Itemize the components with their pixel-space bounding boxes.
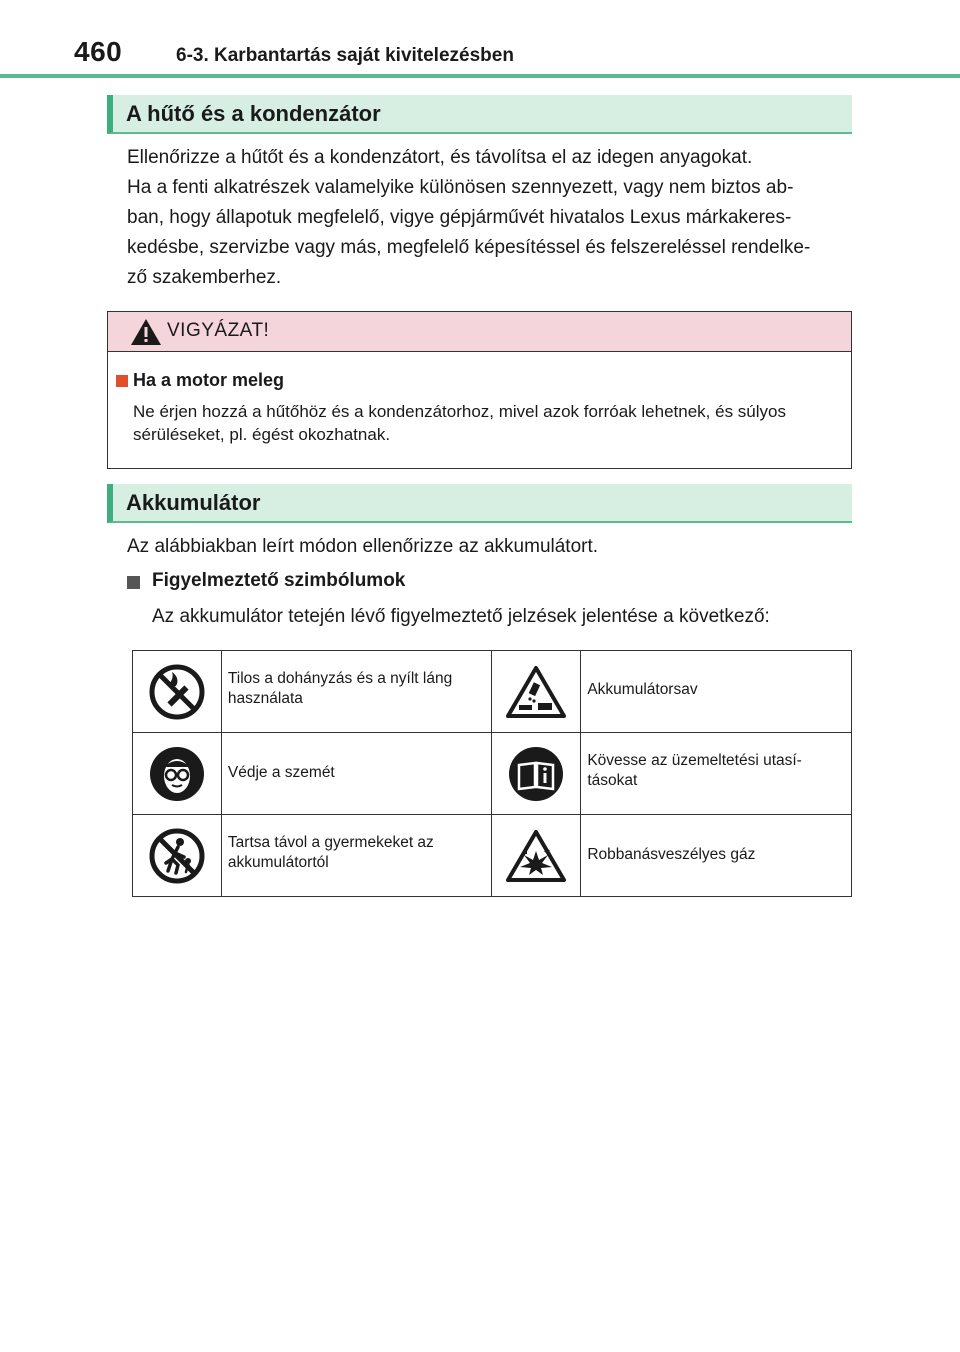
section-path: 6-3. Karbantartás saját kivitelezésben xyxy=(176,45,514,66)
radiator-section-heading xyxy=(107,95,852,134)
table-row xyxy=(133,651,852,733)
symbols-table xyxy=(132,650,852,897)
symbol-label-line: Tilos a dohányzás és a nyílt láng xyxy=(227,670,453,687)
symbol-label-line: akkumulátortól xyxy=(227,854,329,871)
symbol-icon-cell xyxy=(492,651,581,733)
symbol-label-line: Akkumulátorsav xyxy=(587,681,698,698)
symbol-label xyxy=(221,733,492,815)
keep-children-away-icon xyxy=(148,827,206,885)
table-row xyxy=(133,815,852,897)
page-header xyxy=(0,0,960,80)
explosive-gas-icon xyxy=(505,829,567,883)
symbol-label-line: Védje a szemét xyxy=(227,764,335,781)
warning-triangle-icon xyxy=(130,318,162,346)
no-smoking-no-flame-icon xyxy=(148,663,206,721)
symbol-icon-cell xyxy=(133,815,222,897)
radiator-line: ban, hogy állapotuk megfelelő, vigye gépjárművét hivatalos Lexus márkakeres- xyxy=(127,207,792,228)
symbol-icon-cell xyxy=(133,733,222,815)
square-bullet-icon xyxy=(127,576,140,589)
battery-intro-line: Az alábbiakban leírt módon ellenőrizze az akkumulátort. xyxy=(127,536,599,557)
caution-header xyxy=(108,312,851,352)
caution-bullet-icon xyxy=(116,375,128,387)
radiator-line: Ha a fenti alkatrészek valamelyike különösen szennyezett, vagy nem biztos ab- xyxy=(127,177,794,198)
caution-line: Ne érjen hozzá a hűtőhöz és a kondenzátorhoz, mivel azok forróak lehetnek, és súlyos xyxy=(133,402,786,421)
caution-text xyxy=(133,400,843,446)
battery-section-title: Akkumulátor xyxy=(126,490,261,515)
symbol-label xyxy=(221,651,492,733)
eye-protection-icon xyxy=(148,745,206,803)
radiator-section-title: A hűtő és a kondenzátor xyxy=(126,101,381,126)
caution-title: VIGYÁZAT! xyxy=(167,320,270,341)
symbol-label-line: használata xyxy=(227,690,303,707)
symbol-label-line: tásokat xyxy=(587,772,638,789)
radiator-body-text xyxy=(127,143,847,293)
symbol-label xyxy=(221,815,492,897)
symbol-label xyxy=(581,651,852,733)
symbol-label xyxy=(581,815,852,897)
symbol-label-line: Kövesse az üzemeltetési utasí- xyxy=(587,752,802,769)
symbol-icon-cell xyxy=(133,651,222,733)
caution-line: sérüléseket, pl. égést okozhatnak. xyxy=(133,425,391,444)
radiator-line: kedésbe, szervizbe vagy más, megfelelő képesítéssel és felszereléssel rendelke- xyxy=(127,237,811,258)
read-manual-icon xyxy=(507,745,565,803)
symbol-label xyxy=(581,733,852,815)
header-rule xyxy=(0,74,960,78)
table-row xyxy=(133,733,852,815)
radiator-line: ző szakemberhez. xyxy=(127,267,282,288)
symbol-icon-cell xyxy=(492,815,581,897)
symbol-icon-cell xyxy=(492,733,581,815)
caution-box xyxy=(107,311,852,469)
symbol-label-line: Tartsa távol a gyermekeket az xyxy=(227,834,434,851)
battery-intro xyxy=(127,532,847,562)
symbol-label-line: Robbanásveszélyes gáz xyxy=(587,846,756,863)
battery-section-heading xyxy=(107,484,852,523)
page-number: 460 xyxy=(74,36,123,67)
symbols-heading: Figyelmeztető szimbólumok xyxy=(152,570,406,591)
battery-acid-icon xyxy=(505,665,567,719)
symbols-intro: Az akkumulátor tetején lévő figyelmeztető jelzések jelentése a következő: xyxy=(152,606,770,627)
radiator-line: Ellenőrizze a hűtőt és a kondenzátort, és távolítsa el az idegen anyagokat. xyxy=(127,147,753,168)
caution-subtitle: Ha a motor meleg xyxy=(133,370,285,390)
